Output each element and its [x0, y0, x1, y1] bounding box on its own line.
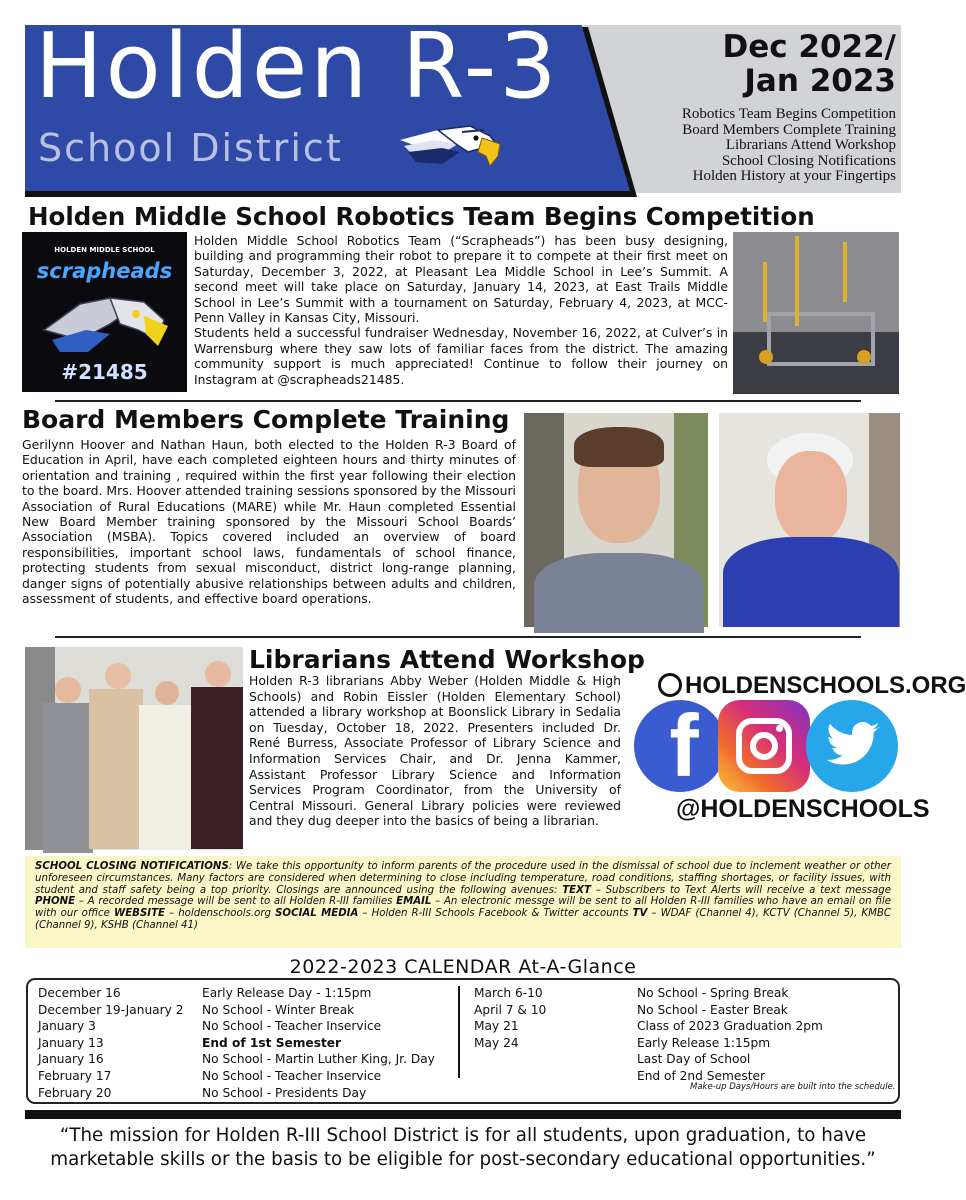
calendar-date: December 19-January 2	[38, 1002, 184, 1017]
toc-item: Librarians Attend Workshop	[725, 137, 896, 153]
closing-text-label: TEXT	[562, 884, 591, 896]
librarians-body: Holden R-3 librarians Abby Weber (Holden Middle & High Schools) and Robin Eissler (Holden Elementary School) attended a library workshop at Boonslick Library in Sedalia on Tuesday, October 18, 2022. Presenters included Dr. René Burress, Associate Professor of Library Science and Information Services Chair, and Dr. Jenna Kammer, Assistant Professor Library Science and Information Services Program Coordinator, from the University of Central Missouri. General Library policies were reviewed and they dug deeper into the basics of being a librarian.	[249, 673, 621, 829]
calendar-event: End of 2nd Semester	[637, 1068, 765, 1083]
calendar-note: Make-up Days/Hours are built into the schedule.	[690, 1082, 896, 1092]
toc-item: Holden History at your Fingertips	[692, 168, 896, 184]
scrapheads-logo	[22, 232, 187, 392]
calendar-event: Last Day of School	[637, 1052, 751, 1067]
closing-intro: : We take this opportunity to inform parents of the procedure used in the dismissal of school due to inclement weather or other unforeseen circumstances. Many factors are considered when determining to close including temperature, road conditions, staffing shortages, or facility issues, with student and staff safety being a top priority. Closings are announced using the following avenues:	[35, 861, 891, 896]
masthead-title: Holden R-3	[35, 14, 560, 119]
closing-text-body: – Subscribers to Text Alerts will receive a text message	[590, 884, 891, 896]
calendar-event: No School - Teacher Inservice	[202, 1019, 382, 1034]
calendar-date: January 13	[38, 1035, 104, 1050]
calendar-event: No School - Easter Break	[637, 1002, 788, 1017]
issue-date-line2: Jan 2023	[744, 63, 896, 99]
robotics-heading: Holden Middle School Robotics Team Begins Competition	[28, 202, 815, 231]
calendar-right-dates	[474, 985, 546, 1051]
globe-icon	[658, 673, 682, 697]
board-body: Gerilynn Hoover and Nathan Haun, both elected to the Holden R-3 Board of Education in April, have each completed eighteen hours and thirty minutes of orientation and training , required within the first year following their election to the board. Mrs. Hoover attended training sessions sponsored by the Missouri Association of Rural Educations (MARE) while Mr. Haun completed Essential New Board Member training sponsored by the Missouri School Boards’ Association (MSBA). Topics covered included an overview of board responsibilities, important school laws, fundamentals of school finance, protecting students from sexual misconduct, district long-range planning, danger signs of potentially abusive relationships between adults and children, assessment of students, and effective board operations.	[22, 437, 516, 607]
issue-date	[722, 30, 896, 98]
closing-label: SCHOOL CLOSING NOTIFICATIONS	[35, 861, 229, 872]
calendar-divider	[458, 986, 460, 1078]
robot-photo	[733, 232, 899, 394]
calendar-event: No School - Presidents Day	[202, 1085, 367, 1100]
social-handle[interactable]: @HOLDENSCHOOLS	[676, 795, 930, 823]
calendar-event: No School - Spring Break	[637, 986, 789, 1000]
closing-social-label: SOCIAL MEDIA	[275, 908, 359, 920]
calendar-event: Early Release Day - 1:15pm	[202, 986, 372, 1000]
calendar-event: No School - Winter Break	[202, 1002, 355, 1017]
calendar-event: No School - Martin Luther King, Jr. Day	[202, 1052, 435, 1067]
toc-item: School Closing Notifications	[721, 152, 896, 169]
robot-eagle-icon	[40, 290, 170, 360]
twitter-icon[interactable]	[806, 700, 898, 792]
photo-nathan-haun	[524, 413, 708, 627]
calendar-event: Early Release 1:15pm	[637, 1035, 771, 1050]
calendar-date: March 6-10	[474, 986, 543, 1000]
footer-bar	[25, 1110, 901, 1119]
section-divider	[55, 636, 861, 638]
robotics-paragraph-1: Holden Middle School Robotics Team (“Scrapheads”) has been busy designing, building and programming their robot to prepare it to compete at their first meet on Saturday, December 3, 2022, at Pleasant Lea Middle School in Lee’s Summit. A second meet will take place on Saturday, January 14, 2023, at East Trails Middle School in Lee’s Summit with a tournament on Saturday, February 4, 2023, at MCC-Penn Valley in Kansas City, Missouri.	[194, 233, 728, 326]
toc-item: Board Members Complete Training	[682, 121, 896, 138]
issue-date-line1: Dec 2022/	[722, 29, 896, 65]
calendar-title: 2022-2023 CALENDAR At-A-Glance	[289, 956, 637, 978]
robotics-paragraph-2: Students held a successful fundraiser Wednesday, November 16, 2022, at Culver’s in Warrensburg where they saw lots of familiar faces from the district. The amazing community support is much appreciated! Continue to follow their journey on Instagram at @scrapheads21485.	[194, 325, 728, 387]
calendar-date: December 16	[38, 986, 121, 1000]
calendar-date: May 24	[474, 1035, 519, 1050]
closing-email-body: – An electronic messge will be sent to all Holden R-III families who have an email on file with our office	[35, 896, 891, 920]
website-link[interactable]	[658, 672, 966, 700]
closing-text	[35, 861, 891, 932]
closing-website-body: – holdenschools.org	[164, 908, 276, 920]
calendar-right-events	[637, 985, 823, 1085]
masthead-subtitle: School District	[38, 126, 343, 170]
closing-tv-body: – WDAF (Channel 4), KCTV (Channel 5), KMBC (Channel 9), KSHB (Channel 41)	[35, 908, 891, 931]
closing-tv-label: TV	[632, 908, 648, 920]
website-text: HOLDENSCHOOLS.ORG	[685, 672, 966, 699]
calendar-event: End of 1st Semester	[202, 1035, 342, 1050]
board-heading: Board Members Complete Training	[22, 405, 510, 434]
calendar-date: May 21	[474, 1019, 519, 1034]
calendar-date: April 7 & 10	[474, 1002, 547, 1017]
logo-team-name: scrapheads	[36, 259, 173, 283]
closing-social-body: – Holden R-III Schools Facebook & Twitter accounts	[358, 908, 633, 920]
toc-item: Robotics Team Begins Competition	[681, 106, 896, 122]
facebook-icon[interactable]: f	[634, 700, 726, 792]
calendar-date: January 16	[38, 1052, 104, 1067]
librarians-heading: Librarians Attend Workshop	[249, 645, 645, 674]
calendar-date: February 17	[38, 1068, 112, 1083]
logo-team-number: #21485	[61, 360, 148, 384]
calendar-event: No School - Teacher Inservice	[202, 1068, 382, 1083]
robotics-body	[194, 233, 728, 387]
mission-statement: “The mission for Holden R-III School District is for all students, upon graduation, to have marketable skills or the basis to be eligible for post-secondary educational opportunities.”	[50, 1125, 876, 1170]
closing-phone-body: – A recorded message will be sent to all Holden R-III families	[75, 896, 397, 908]
calendar-left-events	[202, 985, 435, 1101]
eagle-mascot-icon	[398, 122, 502, 176]
calendar-left-dates	[38, 985, 184, 1101]
librarians-photo	[25, 647, 243, 850]
closing-email-label: EMAIL	[396, 896, 432, 908]
closing-notice	[25, 856, 901, 948]
logo-school-text: HOLDEN MIDDLE SCHOOL	[54, 246, 155, 254]
section-divider	[55, 400, 861, 402]
calendar-date: January 3	[38, 1019, 96, 1034]
calendar-date: February 20	[38, 1085, 112, 1100]
photo-gerilynn-hoover	[719, 413, 900, 627]
table-of-contents	[682, 107, 896, 185]
closing-phone-label: PHONE	[35, 896, 76, 908]
instagram-icon[interactable]	[718, 700, 810, 792]
closing-website-label: WEBSITE	[113, 908, 165, 920]
calendar-event: Class of 2023 Graduation 2pm	[637, 1019, 823, 1034]
